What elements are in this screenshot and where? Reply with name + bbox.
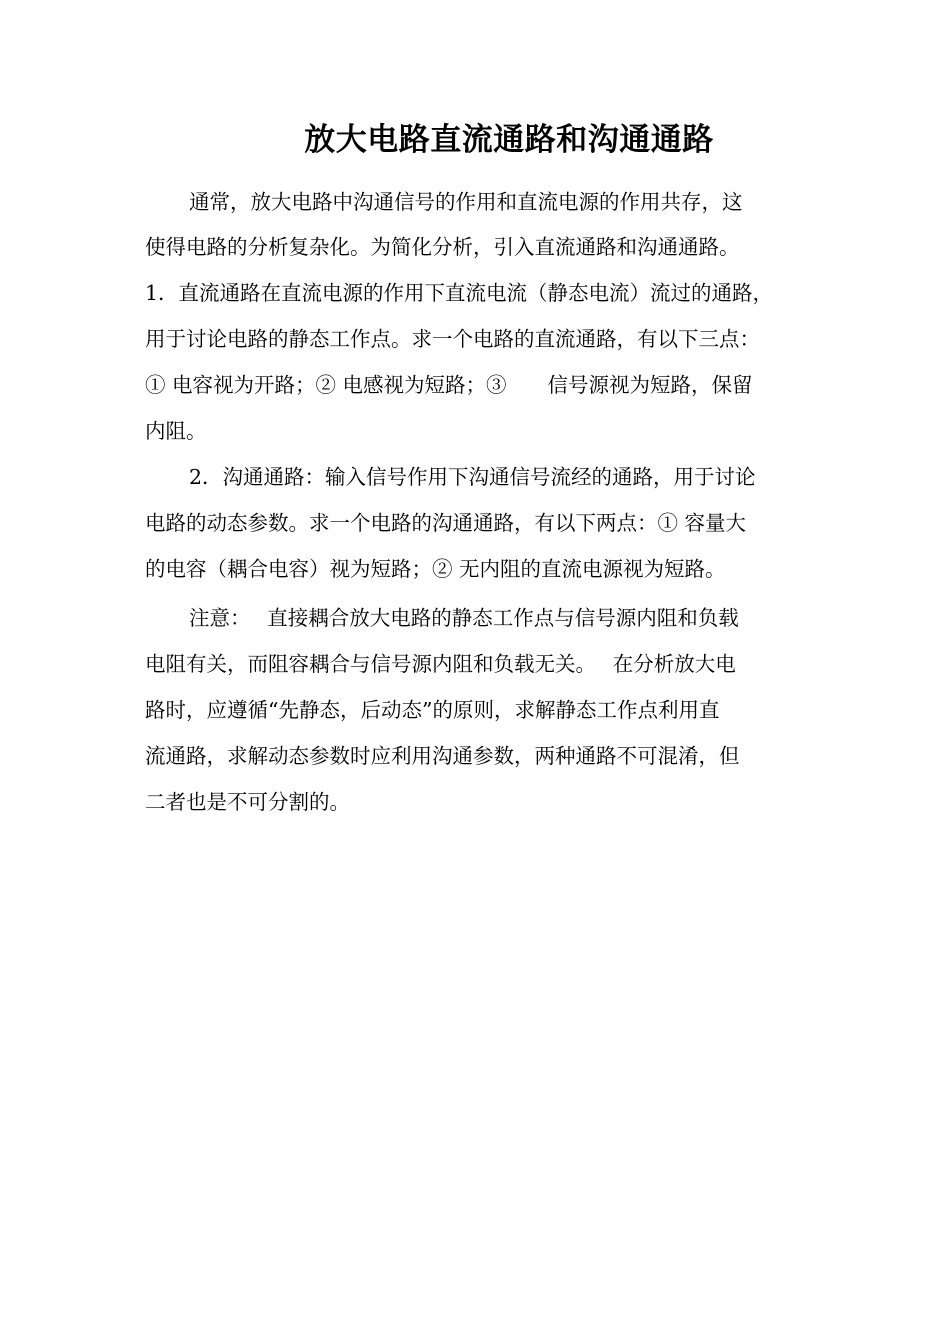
paragraph-1-line-2: 使得电路的分析复杂化。为简化分析，引入直流通路和沟通通路。	[145, 235, 740, 259]
note-line-1: 注意： 直接耦合放大电路的静态工作点与信号源内阻和负载	[189, 606, 739, 630]
section-2-line-3: 的电容（耦合电容）视为短路；② 无内阻的直流电源视为短路。	[145, 557, 726, 581]
note-line-2: 电阻有关，而阻容耦合与信号源内阻和负载无关。 在分析放大电	[145, 652, 736, 676]
paragraph-1-line-1: 通常，放大电路中沟通信号的作用和直流电源的作用共存，这	[189, 190, 743, 214]
section-1-line-1: 1．直流通路在直流电源的作用下直流电流（静态电流）流过的通路，	[145, 281, 774, 305]
section-1-line-2: 用于讨论电路的静态工作点。求一个电路的直流通路，有以下三点：	[145, 327, 760, 351]
section-2-line-1: 2．沟通通路：输入信号作用下沟通信号流经的通路，用于讨论	[189, 465, 756, 489]
note-line-5: 二者也是不可分割的。	[145, 790, 350, 814]
section-1-line-4: 内阻。	[145, 419, 207, 443]
document-title: 放大电路直流通路和沟通通路	[304, 122, 714, 158]
note-line-3: 路时，应遵循“先静态，后动态”的原则，求解静态工作点利用直	[145, 698, 720, 722]
section-2-line-2: 电路的动态参数。求一个电路的沟通通路，有以下两点：① 容量大	[145, 511, 747, 535]
note-line-4: 流通路，求解动态参数时应利用沟通参数，两种通路不可混淆，但	[145, 744, 740, 768]
section-1-line-3: ① 电容视为开路；② 电感视为短路；③ 信号源视为短路，保留	[145, 373, 753, 397]
